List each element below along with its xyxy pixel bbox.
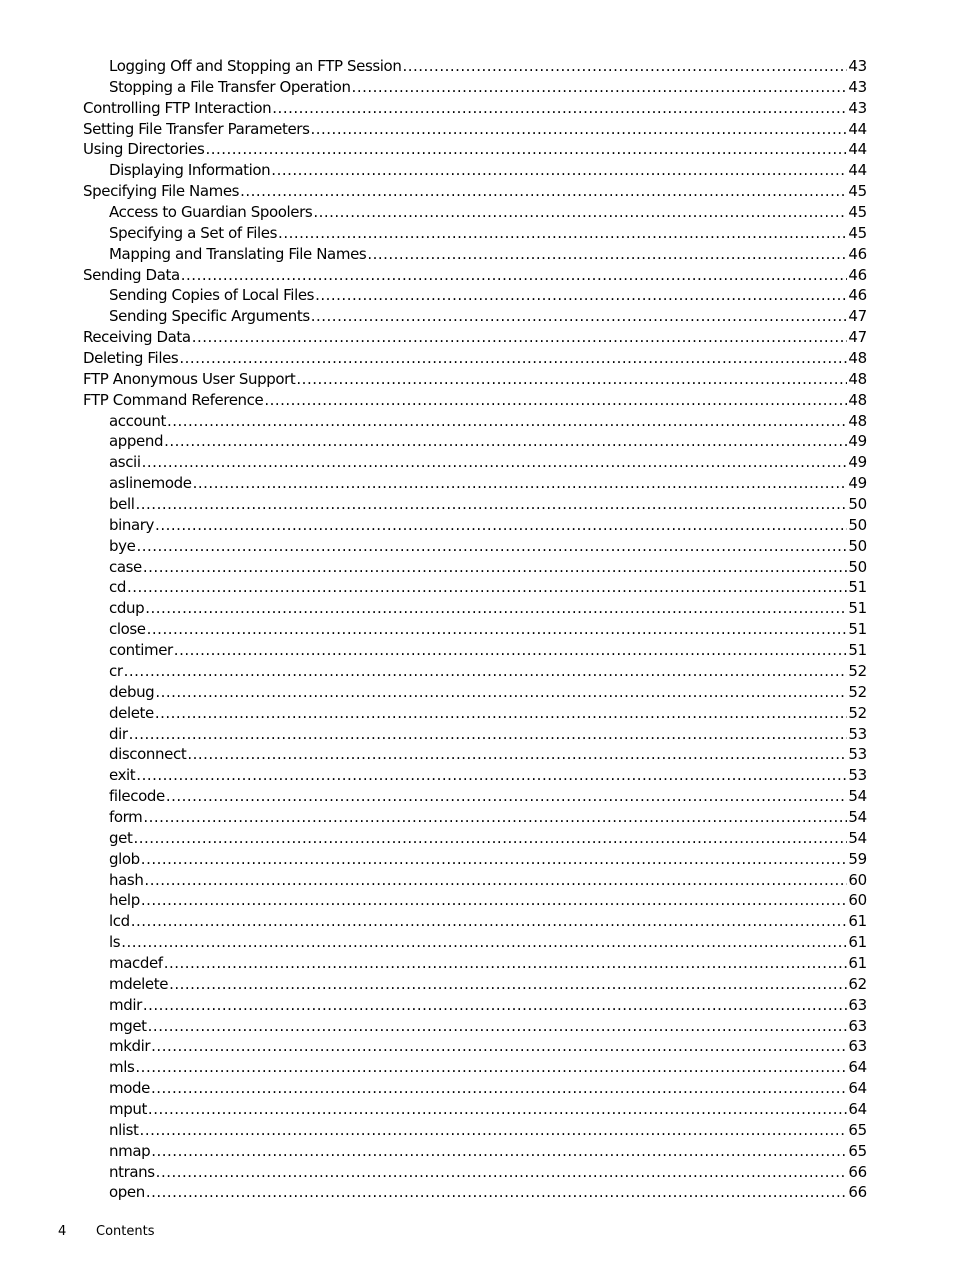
toc-entry-title: mkdir	[109, 1037, 151, 1056]
toc-entry-page-number: 53	[848, 724, 867, 743]
toc-entry-title: Sending Data	[83, 265, 180, 284]
toc-entry-page-number: 61	[848, 953, 867, 972]
toc-entry[interactable]	[83, 890, 867, 911]
toc-entry-page-number: 51	[848, 599, 867, 618]
toc-entry[interactable]	[83, 786, 867, 807]
toc-entry-page-number: 49	[848, 432, 867, 451]
toc-entry-title: dir	[109, 724, 128, 743]
toc-dot-leader	[121, 932, 847, 953]
toc-entry-page-number: 51	[848, 641, 867, 660]
toc-entry-title: Receiving Data	[83, 328, 191, 347]
toc-entry-page-number: 60	[848, 891, 867, 910]
toc-dot-leader	[164, 431, 847, 452]
toc-entry-page-number: 65	[848, 1141, 867, 1160]
toc-entry-title: Deleting Files	[83, 349, 179, 368]
toc-entry[interactable]	[83, 911, 867, 932]
toc-entry-page-number: 53	[848, 766, 867, 785]
toc-entry[interactable]	[83, 411, 867, 432]
toc-dot-leader	[151, 1036, 847, 1057]
toc-entry-page-number: 48	[848, 369, 867, 388]
toc-dot-leader	[310, 119, 847, 140]
toc-dot-leader	[124, 661, 848, 682]
toc-entry[interactable]	[83, 1057, 867, 1078]
toc-entry-page-number: 64	[848, 1099, 867, 1118]
toc-dot-leader	[169, 974, 847, 995]
toc-entry-title: Access to Guardian Spoolers	[109, 203, 313, 222]
toc-entry-page-number: 51	[848, 578, 867, 597]
toc-entry[interactable]	[83, 1182, 867, 1203]
toc-entry-page-number: 50	[848, 536, 867, 555]
toc-dot-leader	[164, 953, 848, 974]
toc-dot-leader	[156, 1162, 848, 1183]
toc-dot-leader	[142, 452, 848, 473]
toc-dot-leader	[145, 598, 847, 619]
toc-entry-page-number: 44	[848, 119, 867, 138]
toc-entry-title: cd	[109, 578, 126, 597]
toc-entry[interactable]	[83, 995, 867, 1016]
toc-dot-leader	[315, 285, 847, 306]
toc-dot-leader	[402, 56, 847, 77]
toc-entry[interactable]	[83, 765, 867, 786]
toc-dot-leader	[155, 515, 847, 536]
toc-entry-title: get	[109, 828, 133, 847]
toc-entry-page-number: 52	[848, 703, 867, 722]
toc-entry[interactable]	[83, 640, 867, 661]
toc-dot-leader	[155, 703, 847, 724]
toc-entry-page-number: 66	[848, 1162, 867, 1181]
toc-dot-leader	[271, 160, 847, 181]
toc-entry-title: filecode	[109, 787, 165, 806]
toc-dot-leader	[313, 202, 847, 223]
toc-dot-leader	[143, 557, 847, 578]
toc-dot-leader	[135, 1057, 847, 1078]
toc-dot-leader	[146, 1182, 847, 1203]
toc-entry[interactable]	[83, 306, 867, 327]
toc-entry-page-number: 52	[848, 661, 867, 680]
toc-dot-leader	[144, 870, 847, 891]
toc-entry-page-number: 48	[848, 349, 867, 368]
toc-entry[interactable]	[83, 577, 867, 598]
toc-entry[interactable]	[83, 953, 867, 974]
toc-entry-title: FTP Command Reference	[83, 390, 264, 409]
table-of-contents	[83, 56, 867, 1203]
toc-entry-title: Stopping a File Transfer Operation	[109, 77, 351, 96]
toc-entry-title: mls	[109, 1058, 135, 1077]
toc-dot-leader	[143, 807, 847, 828]
toc-entry-title: glob	[109, 849, 140, 868]
toc-entry-title: append	[109, 432, 164, 451]
toc-dot-leader	[167, 411, 847, 432]
toc-entry-page-number: 64	[848, 1079, 867, 1098]
toc-entry-page-number: 50	[848, 557, 867, 576]
toc-entry[interactable]	[83, 849, 867, 870]
toc-entry-title: aslinemode	[109, 474, 192, 493]
toc-entry-title: mdelete	[109, 974, 169, 993]
toc-entry-page-number: 49	[848, 453, 867, 472]
toc-entry-page-number: 62	[848, 974, 867, 993]
toc-entry[interactable]	[83, 1078, 867, 1099]
toc-entry-title: open	[109, 1183, 145, 1202]
toc-entry[interactable]	[83, 974, 867, 995]
toc-entry-page-number: 48	[848, 411, 867, 430]
toc-entry[interactable]	[83, 494, 867, 515]
toc-entry-page-number: 63	[848, 995, 867, 1014]
toc-entry[interactable]	[83, 828, 867, 849]
toc-entry[interactable]	[83, 390, 867, 411]
footer-page-number: 4	[58, 1224, 67, 1239]
toc-entry-title: Setting File Transfer Parameters	[83, 119, 310, 138]
toc-entry-title: Controlling FTP Interaction	[83, 98, 272, 117]
toc-entry[interactable]	[83, 285, 867, 306]
toc-dot-leader	[179, 348, 847, 369]
toc-entry[interactable]	[83, 807, 867, 828]
toc-entry-page-number: 52	[848, 682, 867, 701]
toc-entry-title: nmap	[109, 1141, 151, 1160]
toc-entry[interactable]	[83, 515, 867, 536]
toc-entry-title: Displaying Information	[109, 161, 271, 180]
toc-entry[interactable]	[83, 119, 867, 140]
toc-dot-leader	[133, 828, 847, 849]
toc-entry[interactable]	[83, 1099, 867, 1120]
toc-entry-title: ls	[109, 933, 121, 952]
toc-entry[interactable]	[83, 473, 867, 494]
toc-entry-page-number: 54	[848, 787, 867, 806]
toc-entry[interactable]	[83, 327, 867, 348]
toc-entry-page-number: 45	[848, 203, 867, 222]
toc-entry-page-number: 44	[848, 161, 867, 180]
toc-dot-leader	[155, 682, 847, 703]
toc-dot-leader	[140, 1120, 848, 1141]
toc-dot-leader	[129, 724, 848, 745]
toc-entry[interactable]	[83, 56, 867, 77]
toc-entry[interactable]	[83, 1162, 867, 1183]
toc-entry[interactable]	[83, 619, 867, 640]
toc-dot-leader	[264, 390, 847, 411]
toc-dot-leader	[181, 265, 848, 286]
toc-entry[interactable]	[83, 348, 867, 369]
toc-entry[interactable]	[83, 98, 867, 119]
toc-entry-page-number: 43	[848, 57, 867, 75]
toc-entry[interactable]	[83, 1016, 867, 1037]
toc-entry-title: cdup	[109, 599, 145, 618]
toc-entry[interactable]	[83, 557, 867, 578]
toc-entry-title: hash	[109, 870, 144, 889]
toc-entry-page-number: 45	[848, 182, 867, 201]
toc-dot-leader	[205, 139, 847, 160]
toc-entry-title: binary	[109, 515, 155, 534]
toc-entry-page-number: 63	[848, 1016, 867, 1035]
toc-dot-leader	[151, 1141, 847, 1162]
toc-entry[interactable]	[83, 160, 867, 181]
toc-dot-leader	[151, 1078, 847, 1099]
toc-entry[interactable]	[83, 1141, 867, 1162]
toc-entry-page-number: 45	[848, 223, 867, 242]
toc-entry[interactable]	[83, 870, 867, 891]
toc-entry[interactable]	[83, 181, 867, 202]
toc-dot-leader	[141, 890, 847, 911]
toc-entry-page-number: 54	[848, 828, 867, 847]
toc-entry-title: contimer	[109, 641, 173, 660]
toc-entry[interactable]	[83, 244, 867, 265]
toc-entry-page-number: 63	[848, 1037, 867, 1056]
toc-dot-leader	[136, 494, 848, 515]
toc-dot-leader	[174, 640, 848, 661]
toc-entry-page-number: 64	[848, 1058, 867, 1077]
toc-entry[interactable]	[83, 724, 867, 745]
toc-entry-title: lcd	[109, 912, 130, 931]
toc-dot-leader	[311, 306, 848, 327]
toc-dot-leader	[131, 911, 848, 932]
toc-entry-page-number: 50	[848, 495, 867, 514]
toc-entry-title: ntrans	[109, 1162, 155, 1181]
toc-dot-leader	[352, 77, 848, 98]
toc-entry[interactable]	[83, 265, 867, 286]
toc-dot-leader	[166, 786, 847, 807]
toc-entry[interactable]	[83, 536, 867, 557]
toc-entry[interactable]	[83, 452, 867, 473]
toc-dot-leader	[193, 473, 848, 494]
toc-entry-title: help	[109, 891, 140, 910]
toc-entry-title: macdef	[109, 953, 163, 972]
toc-dot-leader	[148, 1016, 848, 1037]
toc-entry-title: Sending Copies of Local Files	[109, 286, 315, 305]
toc-entry-title: mput	[109, 1099, 147, 1118]
toc-entry-page-number: 54	[848, 807, 867, 826]
toc-entry[interactable]	[83, 1036, 867, 1057]
toc-entry[interactable]	[83, 598, 867, 619]
toc-dot-leader	[296, 369, 847, 390]
toc-entry-title: ascii	[109, 453, 141, 472]
toc-entry-title: mget	[109, 1016, 147, 1035]
toc-entry-title: form	[109, 807, 143, 826]
toc-entry[interactable]	[83, 139, 867, 160]
toc-entry-page-number: 44	[848, 140, 867, 159]
toc-entry-title: Using Directories	[83, 140, 205, 159]
toc-entry-title: Logging Off and Stopping an FTP Session	[109, 57, 402, 75]
toc-entry[interactable]	[83, 77, 867, 98]
toc-entry-title: nlist	[109, 1120, 139, 1139]
toc-entry-title: close	[109, 620, 146, 639]
toc-entry-page-number: 53	[848, 745, 867, 764]
toc-dot-leader	[136, 536, 847, 557]
toc-entry-title: exit	[109, 766, 136, 785]
toc-dot-leader	[192, 327, 848, 348]
page-footer	[58, 1222, 154, 1242]
toc-entry-title: cr	[109, 661, 123, 680]
toc-dot-leader	[127, 577, 847, 598]
toc-dot-leader	[136, 765, 847, 786]
toc-entry-title: disconnect	[109, 745, 187, 764]
toc-dot-leader	[187, 744, 847, 765]
toc-entry[interactable]	[83, 682, 867, 703]
toc-entry[interactable]	[83, 703, 867, 724]
toc-entry[interactable]	[83, 202, 867, 223]
toc-entry-page-number: 65	[848, 1120, 867, 1139]
toc-dot-leader	[278, 223, 847, 244]
toc-entry-title: bye	[109, 536, 136, 555]
toc-entry-page-number: 60	[848, 870, 867, 889]
toc-dot-leader	[148, 1099, 847, 1120]
toc-entry[interactable]	[83, 223, 867, 244]
toc-entry-title: Sending Specific Arguments	[109, 307, 310, 326]
toc-entry-title: case	[109, 557, 142, 576]
toc-entry-title: Specifying File Names	[83, 182, 240, 201]
toc-entry-page-number: 59	[848, 849, 867, 868]
toc-entry-page-number: 48	[848, 390, 867, 409]
toc-entry-page-number: 47	[848, 328, 867, 347]
toc-entry[interactable]	[83, 932, 867, 953]
toc-entry-page-number: 43	[848, 98, 867, 117]
toc-entry-page-number: 61	[848, 933, 867, 952]
toc-entry-title: FTP Anonymous User Support	[83, 369, 296, 388]
toc-dot-leader	[147, 619, 848, 640]
toc-entry[interactable]	[83, 369, 867, 390]
toc-entry-title: mode	[109, 1079, 150, 1098]
toc-entry[interactable]	[83, 431, 867, 452]
toc-dot-leader	[141, 849, 848, 870]
toc-entry-page-number: 43	[848, 77, 867, 96]
toc-entry-page-number: 49	[848, 474, 867, 493]
toc-dot-leader	[272, 98, 847, 119]
toc-entry-page-number: 47	[848, 307, 867, 326]
toc-dot-leader	[367, 244, 847, 265]
toc-entry-title: Mapping and Translating File Names	[109, 244, 367, 263]
toc-entry[interactable]	[83, 1120, 867, 1141]
toc-dot-leader	[240, 181, 847, 202]
footer-section-label: Contents	[96, 1224, 155, 1239]
toc-entry-title: Specifying a Set of Files	[109, 223, 278, 242]
toc-entry-page-number: 51	[848, 620, 867, 639]
toc-entry-title: delete	[109, 703, 154, 722]
toc-entry-page-number: 46	[848, 265, 867, 284]
toc-entry-title: account	[109, 411, 166, 430]
toc-entry-title: bell	[109, 495, 135, 514]
toc-entry-page-number: 46	[848, 286, 867, 305]
toc-entry[interactable]	[83, 744, 867, 765]
toc-entry-title: debug	[109, 682, 155, 701]
toc-entry[interactable]	[83, 661, 867, 682]
toc-entry-page-number: 50	[848, 515, 867, 534]
toc-dot-leader	[143, 995, 847, 1016]
toc-entry-title: mdir	[109, 995, 142, 1014]
toc-entry-page-number: 61	[848, 912, 867, 931]
toc-entry-page-number: 46	[848, 244, 867, 263]
toc-entry-page-number: 66	[848, 1183, 867, 1202]
